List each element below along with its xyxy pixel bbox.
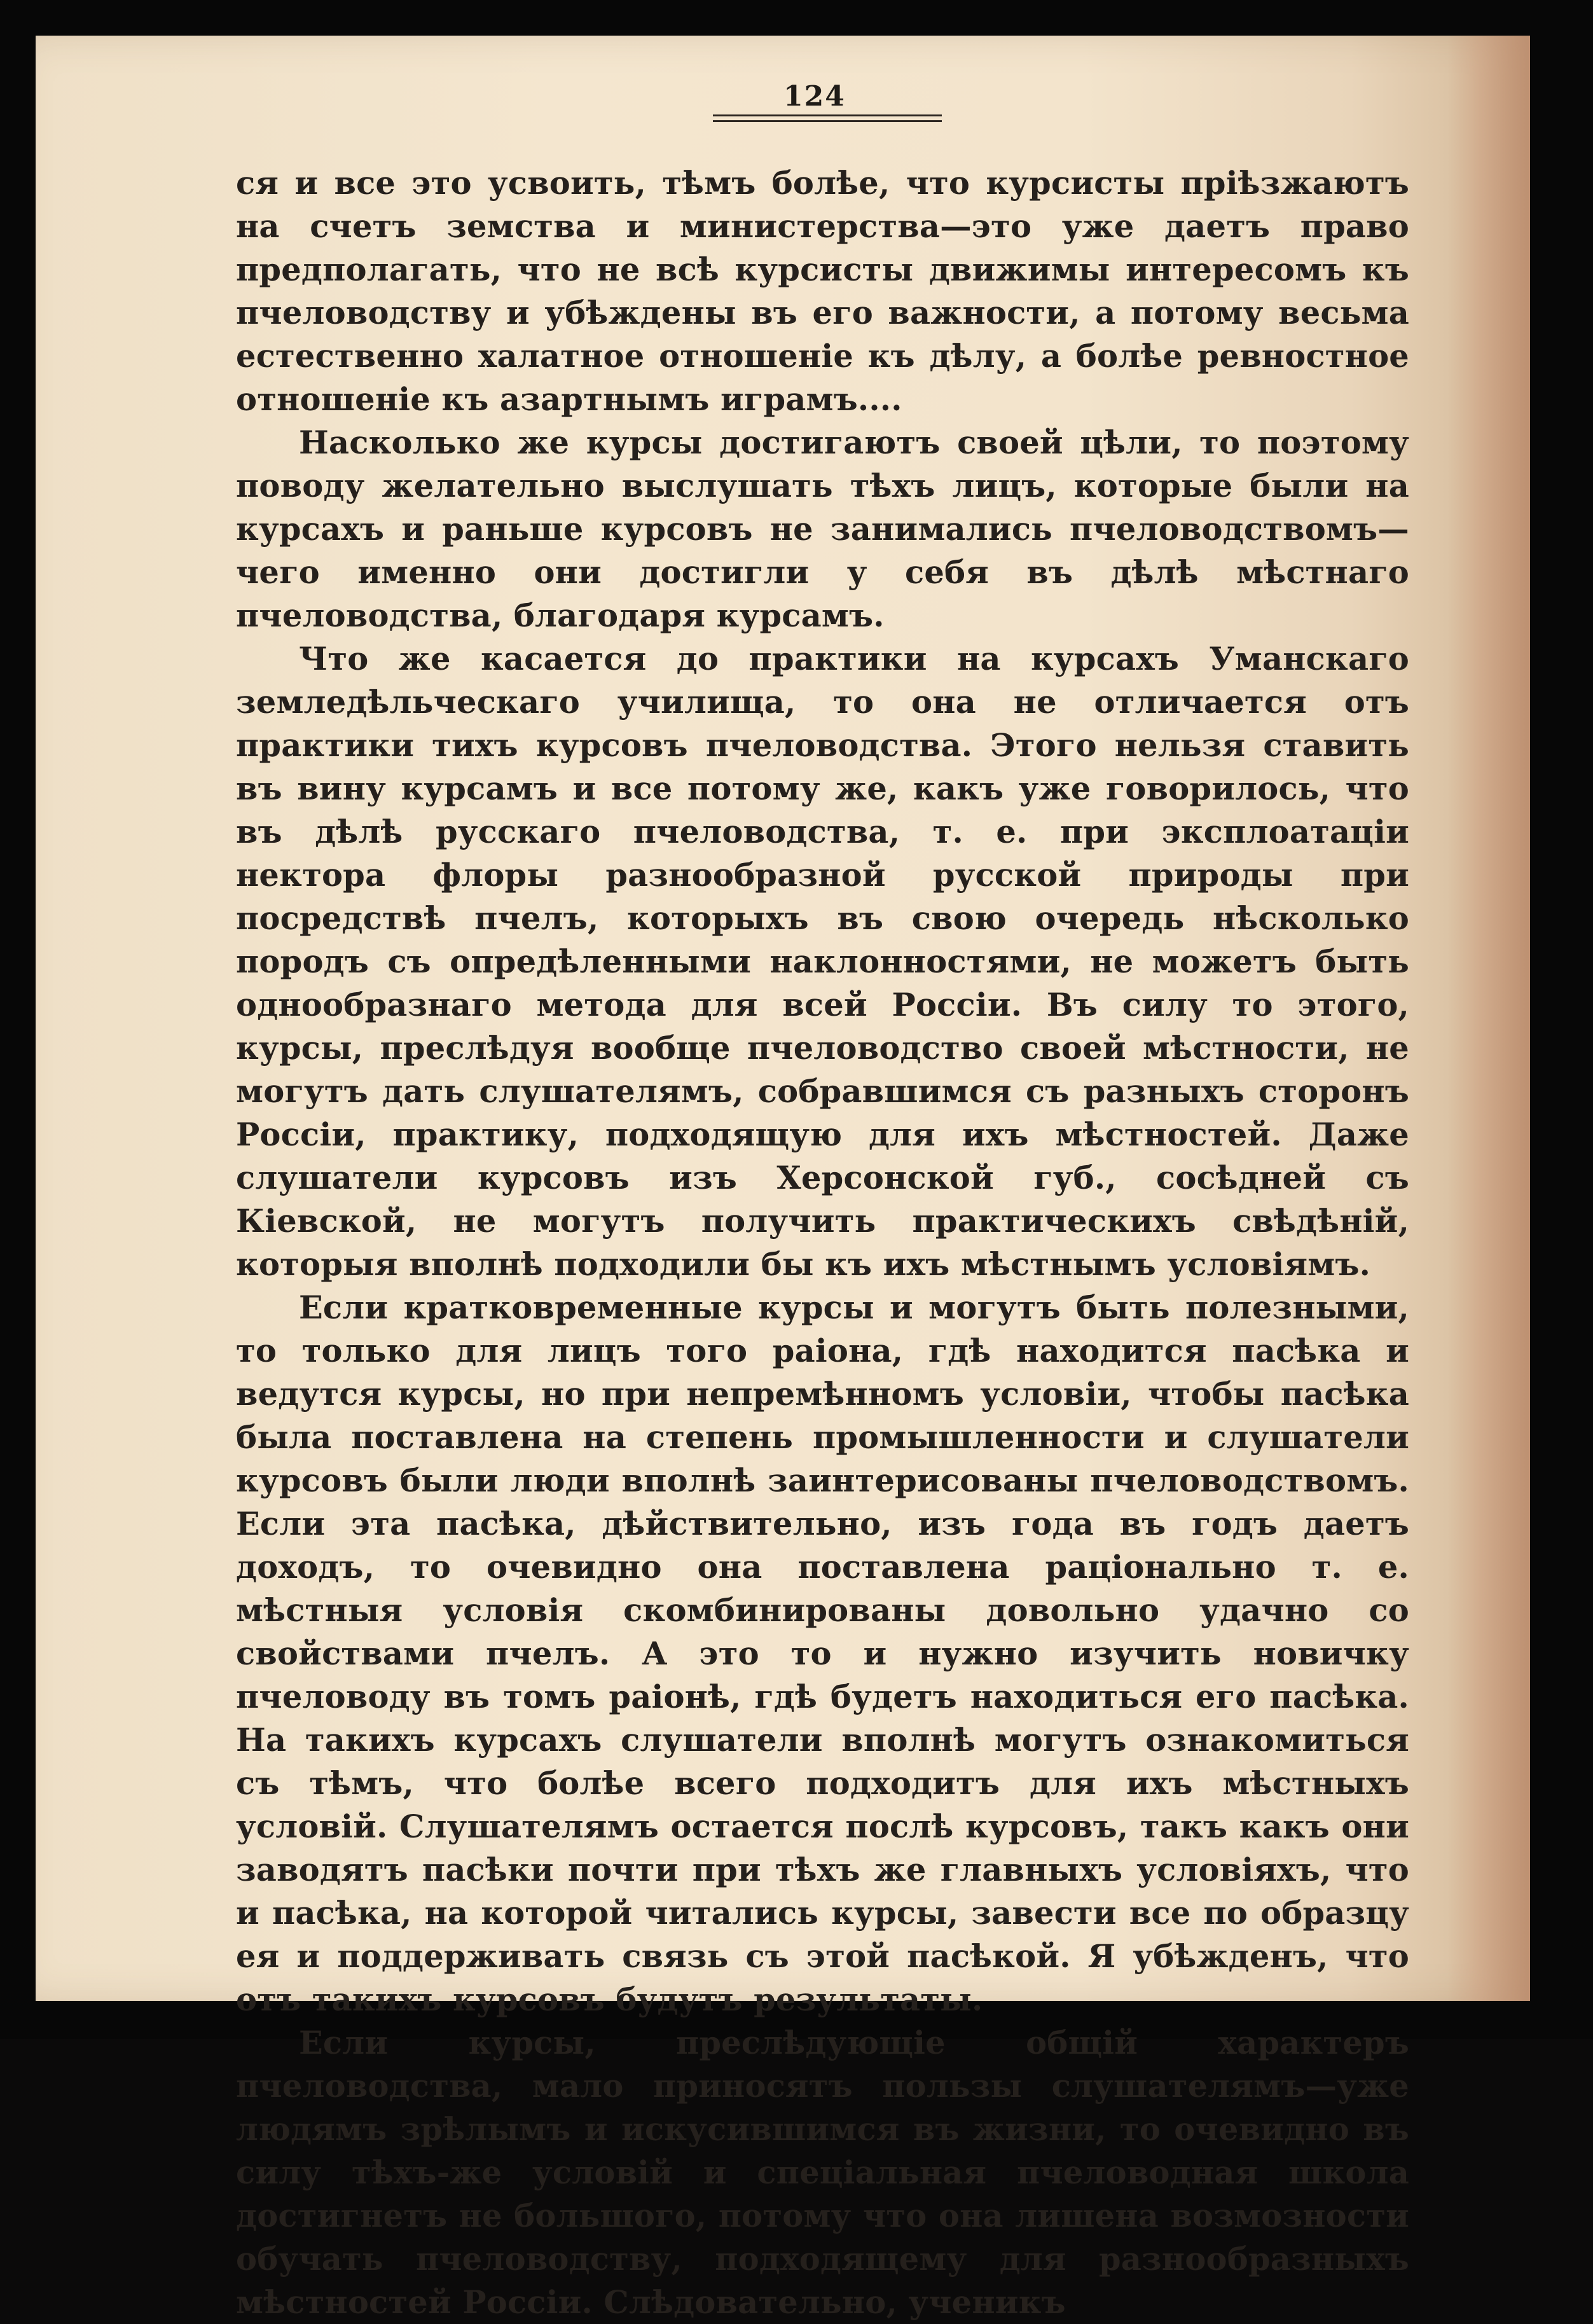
paragraph-5: Если курсы, преслѣдующіе общій характеръ пчеловодства, мало приносятъ пользы слушателямъ—уже людямъ зрѣлымъ и искусившимся въ жизни, то очевидно въ силу тѣхъ-же условій и спеціальная пчеловодная школа достигнетъ не большого, потому что она лишена возмозности обучать пчеловодству, подходящему для разнообразныхъ мѣстностей Россіи. Слѣдовательно, ученикъ — [236, 2024, 1409, 2321]
book-page — [36, 36, 1530, 2321]
paragraph-4: Если кратковременные курсы и могутъ быть полезными, то только для лицъ того раіона, гдѣ находится пасѣка и ведутся курсы, но при непремѣнномъ условіи, чтобы пасѣка была поставлена на степень промышленности и слушатели курсовъ были люди вполнѣ заинтерисованы пчеловодствомъ. Если эта пасѣка, дѣйствительно, изъ года въ годъ даетъ доходъ, то очевидно она поставлена раціонально т. е. мѣстныя условія скомбинированы довольно удачно со свойствами пчелъ. А это то и нужно изучить новичку пчеловоду въ томъ раіонѣ, гдѣ будетъ находиться его пасѣка. На такихъ курсахъ слушатели вполнѣ могутъ ознакомиться съ тѣмъ, что болѣе всего подходитъ для ихъ мѣстныхъ условій. Слушателямъ остается послѣ курсовъ, такъ какъ они заводятъ пасѣки почти при тѣхъ же главныхъ условіяхъ, что и пасѣка, на которой читались курсы, завести все по образцу ея и поддерживать связь съ этой пасѣкой. Я убѣжденъ, что отъ такихъ курсовъ будутъ результаты. — [236, 1289, 1409, 2018]
page-gutter-shadow — [1447, 36, 1530, 2001]
paragraph-3: Что же касается до практики на курсахъ Уманскаго земледѣльческаго училища, то она не отличается отъ практики тихъ курсовъ пчеловодства. Этого нельзя ставить въ вину курсамъ и все потому же, какъ уже говорилось, что въ дѣлѣ русскаго пчеловодства, т. е. при эксплоатаціи нектора флоры разнообразной русской природы при посредствѣ пчелъ, которыхъ въ свою очередь нѣсколько породъ съ опредѣленными наклонностями, не можетъ быть однообразнаго метода для всей Россіи. Въ силу то этого, курсы, преслѣдуя вообще пчеловодство своей мѣстности, не могутъ дать слушателямъ, собравшимся съ разныхъ сторонъ Россіи, практику, подходящую для ихъ мѣстностей. Даже слушатели курсовъ изъ Херсонской губ., сосѣдней съ Кіевской, не могутъ получить практическихъ свѣдѣній, которыя вполнѣ подходили бы къ ихъ мѣстнымъ условіямъ. — [236, 640, 1409, 1283]
page-number: 124 — [783, 80, 846, 113]
header-double-rule — [713, 114, 942, 122]
paragraph-1: ся и все это усвоить, тѣмъ болѣе, что курсисты пріѣзжаютъ на счетъ земства и министерства—это уже даетъ право предполагать, что не всѣ курсисты движимы интересомъ къ пчеловодству и убѣждены въ его важности, а потому весьма естественно халатное отношеніе къ дѣлу, а болѣе ревностное отношеніе къ азартнымъ играмъ.... — [236, 165, 1409, 418]
body-text — [236, 162, 1409, 2324]
paragraph-2: Насколько же курсы достигаютъ своей цѣли, то поэтому поводу желательно выслушать тѣхъ лицъ, которые были на курсахъ и раньше курсовъ не занимались пчеловодствомъ—чего именно они достигли у себя въ дѣлѣ мѣстнаго пчеловодства, благодаря курсамъ. — [236, 424, 1409, 634]
